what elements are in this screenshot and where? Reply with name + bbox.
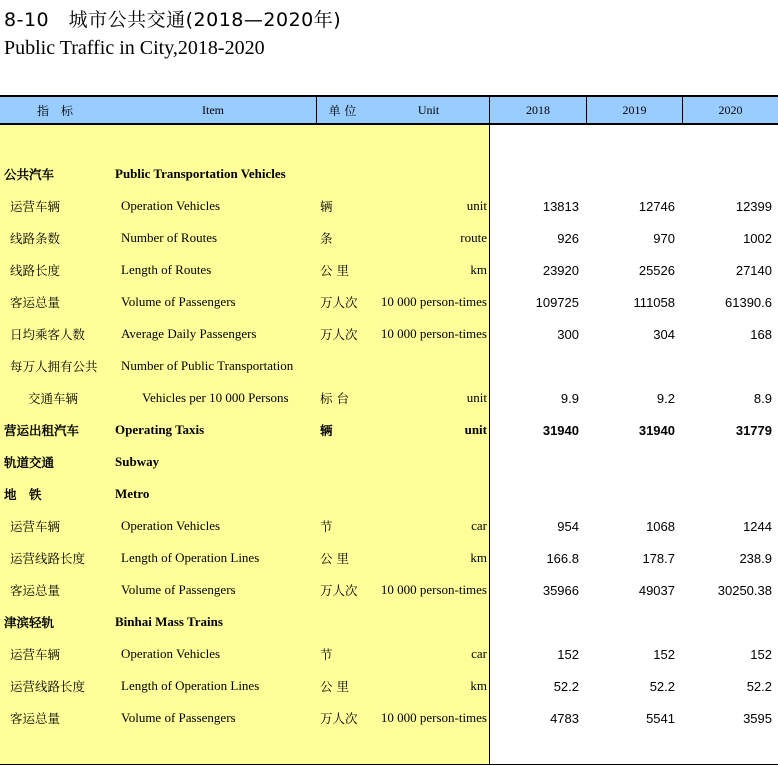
table-row <box>0 638 778 670</box>
row-indicator-cn: 客运总量 <box>10 295 61 310</box>
row-value-2020: 27140 <box>735 262 772 278</box>
row-value-2018: 300 <box>557 326 579 342</box>
row-unit-cn: 条 <box>320 231 333 246</box>
row-item-en: Operation Vehicles <box>121 198 221 213</box>
row-indicator-cn: 运营线路长度 <box>10 551 86 566</box>
row-unit-en <box>368 350 487 382</box>
row-value-2020 <box>682 478 772 510</box>
row-value-2019: 9.2 <box>656 390 675 406</box>
row-unit-en: km <box>470 262 487 277</box>
row-value-2020: 52.2 <box>746 678 772 694</box>
row-indicator-cn: 运营线路长度 <box>10 679 86 694</box>
row-unit-cn: 辆 <box>320 199 333 214</box>
table-row <box>0 254 778 286</box>
statistics-table <box>0 95 778 765</box>
row-unit-cn: 公 里 <box>320 679 349 694</box>
table-row <box>0 414 778 446</box>
row-item-en: Subway <box>115 454 160 469</box>
table-bottom-border <box>0 764 778 765</box>
row-unit-cn: 万人次 <box>320 583 358 598</box>
row-value-2019: 111058 <box>633 294 675 310</box>
row-item-en: Metro <box>115 486 150 501</box>
row-value-2020: 31779 <box>735 422 772 438</box>
header-year-2019: 2019 <box>586 97 682 123</box>
row-value-2020: 1002 <box>743 230 772 246</box>
row-value-2020: 12399 <box>735 198 772 214</box>
row-unit-cn: 万人次 <box>320 327 358 342</box>
row-unit-en <box>368 446 487 478</box>
table-row <box>0 670 778 702</box>
row-unit-en: km <box>470 678 487 693</box>
row-value-2020: 238.9 <box>739 550 772 566</box>
table-row <box>0 478 778 510</box>
row-value-2018: 4783 <box>550 710 579 726</box>
row-indicator-cn: 地 铁 <box>4 487 42 502</box>
row-indicator-cn: 交通车辆 <box>28 391 79 406</box>
row-unit-cn: 标 台 <box>320 391 349 406</box>
row-value-2020: 152 <box>750 646 772 662</box>
header-indicator-cn: 指 标 <box>36 103 73 118</box>
table-row <box>0 702 778 734</box>
row-value-2019 <box>586 350 675 382</box>
row-value-2018 <box>489 478 579 510</box>
header-year-2020: 2020 <box>682 97 778 123</box>
table-row <box>0 158 778 190</box>
row-value-2018: 954 <box>557 518 579 534</box>
row-item-en: Operating Taxis <box>115 422 205 437</box>
table-row <box>0 350 778 382</box>
row-unit-cn: 公 里 <box>320 551 349 566</box>
row-value-2019: 1068 <box>646 518 675 534</box>
row-unit-en: km <box>470 550 487 565</box>
row-value-2018: 31940 <box>542 422 579 438</box>
table-row <box>0 190 778 222</box>
row-value-2019: 12746 <box>638 198 675 214</box>
row-value-2018: 35966 <box>542 582 579 598</box>
row-value-2019: 49037 <box>638 582 675 598</box>
row-unit-en <box>368 606 487 638</box>
row-unit-en: unit <box>464 422 487 437</box>
row-unit-cn: 万人次 <box>320 711 358 726</box>
row-unit-cn: 万人次 <box>320 295 358 310</box>
row-item-en: Binhai Mass Trains <box>115 614 223 629</box>
row-value-2019: 304 <box>653 326 675 342</box>
row-value-2020: 8.9 <box>753 390 772 406</box>
table-title-chinese: 8-10 城市公共交通(2018—2020年) <box>4 9 342 31</box>
row-value-2019: 970 <box>653 230 675 246</box>
row-value-2019: 25526 <box>638 262 675 278</box>
row-indicator-cn: 运营车辆 <box>10 199 61 214</box>
table-row <box>0 542 778 574</box>
row-value-2019 <box>586 158 675 190</box>
row-unit-en <box>368 158 487 190</box>
row-value-2019: 5541 <box>646 710 675 726</box>
header-unit-cn: 单 位 <box>316 97 368 123</box>
row-item-en: Number of Routes <box>121 230 218 245</box>
row-value-2020: 30250.38 <box>717 582 772 598</box>
row-unit-en: route <box>460 230 487 245</box>
row-value-2018: 926 <box>557 230 579 246</box>
row-value-2019 <box>586 478 675 510</box>
row-value-2019: 178.7 <box>642 550 675 566</box>
row-unit-en: 10 000 person-times <box>380 294 487 309</box>
row-unit-cn: 节 <box>320 647 333 662</box>
table-row <box>0 222 778 254</box>
row-item-en: Average Daily Passengers <box>121 326 257 341</box>
table-row <box>0 574 778 606</box>
row-value-2020 <box>682 606 772 638</box>
row-item-en: Public Transportation Vehicles <box>115 166 286 181</box>
row-value-2018: 166.8 <box>546 550 579 566</box>
row-value-2018 <box>489 158 579 190</box>
row-item-en: Vehicles per 10 000 Persons <box>142 390 289 405</box>
row-value-2018: 152 <box>557 646 579 662</box>
row-indicator-cn: 营运出租汽车 <box>4 423 80 438</box>
row-indicator-cn: 公共汽车 <box>4 167 55 182</box>
row-value-2019 <box>586 606 675 638</box>
row-value-2020 <box>682 158 772 190</box>
table-row <box>0 318 778 350</box>
row-item-en: Length of Operation Lines <box>121 550 260 565</box>
row-unit-en: 10 000 person-times <box>380 326 487 341</box>
row-value-2018: 52.2 <box>553 678 579 694</box>
table-header <box>0 95 778 125</box>
row-value-2018 <box>489 606 579 638</box>
row-unit-cn: 公 里 <box>320 263 349 278</box>
row-unit-en: unit <box>466 198 487 213</box>
row-value-2019: 152 <box>653 646 675 662</box>
row-value-2018: 109725 <box>535 294 579 310</box>
row-value-2020 <box>682 446 772 478</box>
table-row <box>0 606 778 638</box>
row-value-2020: 1244 <box>743 518 772 534</box>
row-item-en: Volume of Passengers <box>121 294 236 309</box>
row-item-en: Operation Vehicles <box>121 646 221 661</box>
row-item-en: Volume of Passengers <box>121 710 236 725</box>
row-item-en: Number of Public Transportation <box>121 358 294 373</box>
header-item-en: Item <box>202 102 224 117</box>
row-indicator-cn: 运营车辆 <box>10 519 61 534</box>
row-unit-en: 10 000 person-times <box>380 710 487 725</box>
row-unit-en <box>368 478 487 510</box>
row-unit-en: car <box>471 646 487 661</box>
row-item-en: Length of Operation Lines <box>121 678 260 693</box>
row-indicator-cn: 每万人拥有公共 <box>10 359 98 374</box>
row-indicator-cn: 线路条数 <box>10 231 61 246</box>
row-unit-cn: 节 <box>320 519 333 534</box>
header-unit-en: Unit <box>417 102 440 117</box>
row-indicator-cn: 日均乘客人数 <box>10 327 86 342</box>
row-indicator-cn: 运营车辆 <box>10 647 61 662</box>
row-unit-en: unit <box>466 390 487 405</box>
header-year-2018: 2018 <box>489 97 586 123</box>
row-unit-en: car <box>471 518 487 533</box>
row-value-2020: 168 <box>750 326 772 342</box>
row-indicator-cn: 线路长度 <box>10 263 61 278</box>
row-value-2018: 23920 <box>542 262 579 278</box>
row-value-2019 <box>586 446 675 478</box>
table-row <box>0 286 778 318</box>
row-item-en: Volume of Passengers <box>121 582 236 597</box>
table-title-english: Public Traffic in City,2018-2020 <box>4 37 265 59</box>
row-indicator-cn: 津滨轻轨 <box>4 615 55 630</box>
row-indicator-cn: 客运总量 <box>10 711 61 726</box>
row-value-2018 <box>489 446 579 478</box>
row-indicator-cn: 客运总量 <box>10 583 61 598</box>
row-value-2019: 52.2 <box>649 678 675 694</box>
table-row <box>0 446 778 478</box>
row-value-2018: 9.9 <box>560 390 579 406</box>
row-value-2020 <box>682 350 772 382</box>
row-item-en: Operation Vehicles <box>121 518 221 533</box>
row-unit-en: 10 000 person-times <box>380 582 487 597</box>
row-value-2018 <box>489 350 579 382</box>
row-item-en: Length of Routes <box>121 262 212 277</box>
row-value-2020: 61390.6 <box>725 294 772 310</box>
row-value-2020: 3595 <box>743 710 772 726</box>
row-value-2019: 31940 <box>638 422 675 438</box>
table-row <box>0 382 778 414</box>
table-row <box>0 510 778 542</box>
row-value-2018: 13813 <box>542 198 579 214</box>
row-unit-cn: 辆 <box>320 423 333 438</box>
row-indicator-cn: 轨道交通 <box>4 455 55 470</box>
